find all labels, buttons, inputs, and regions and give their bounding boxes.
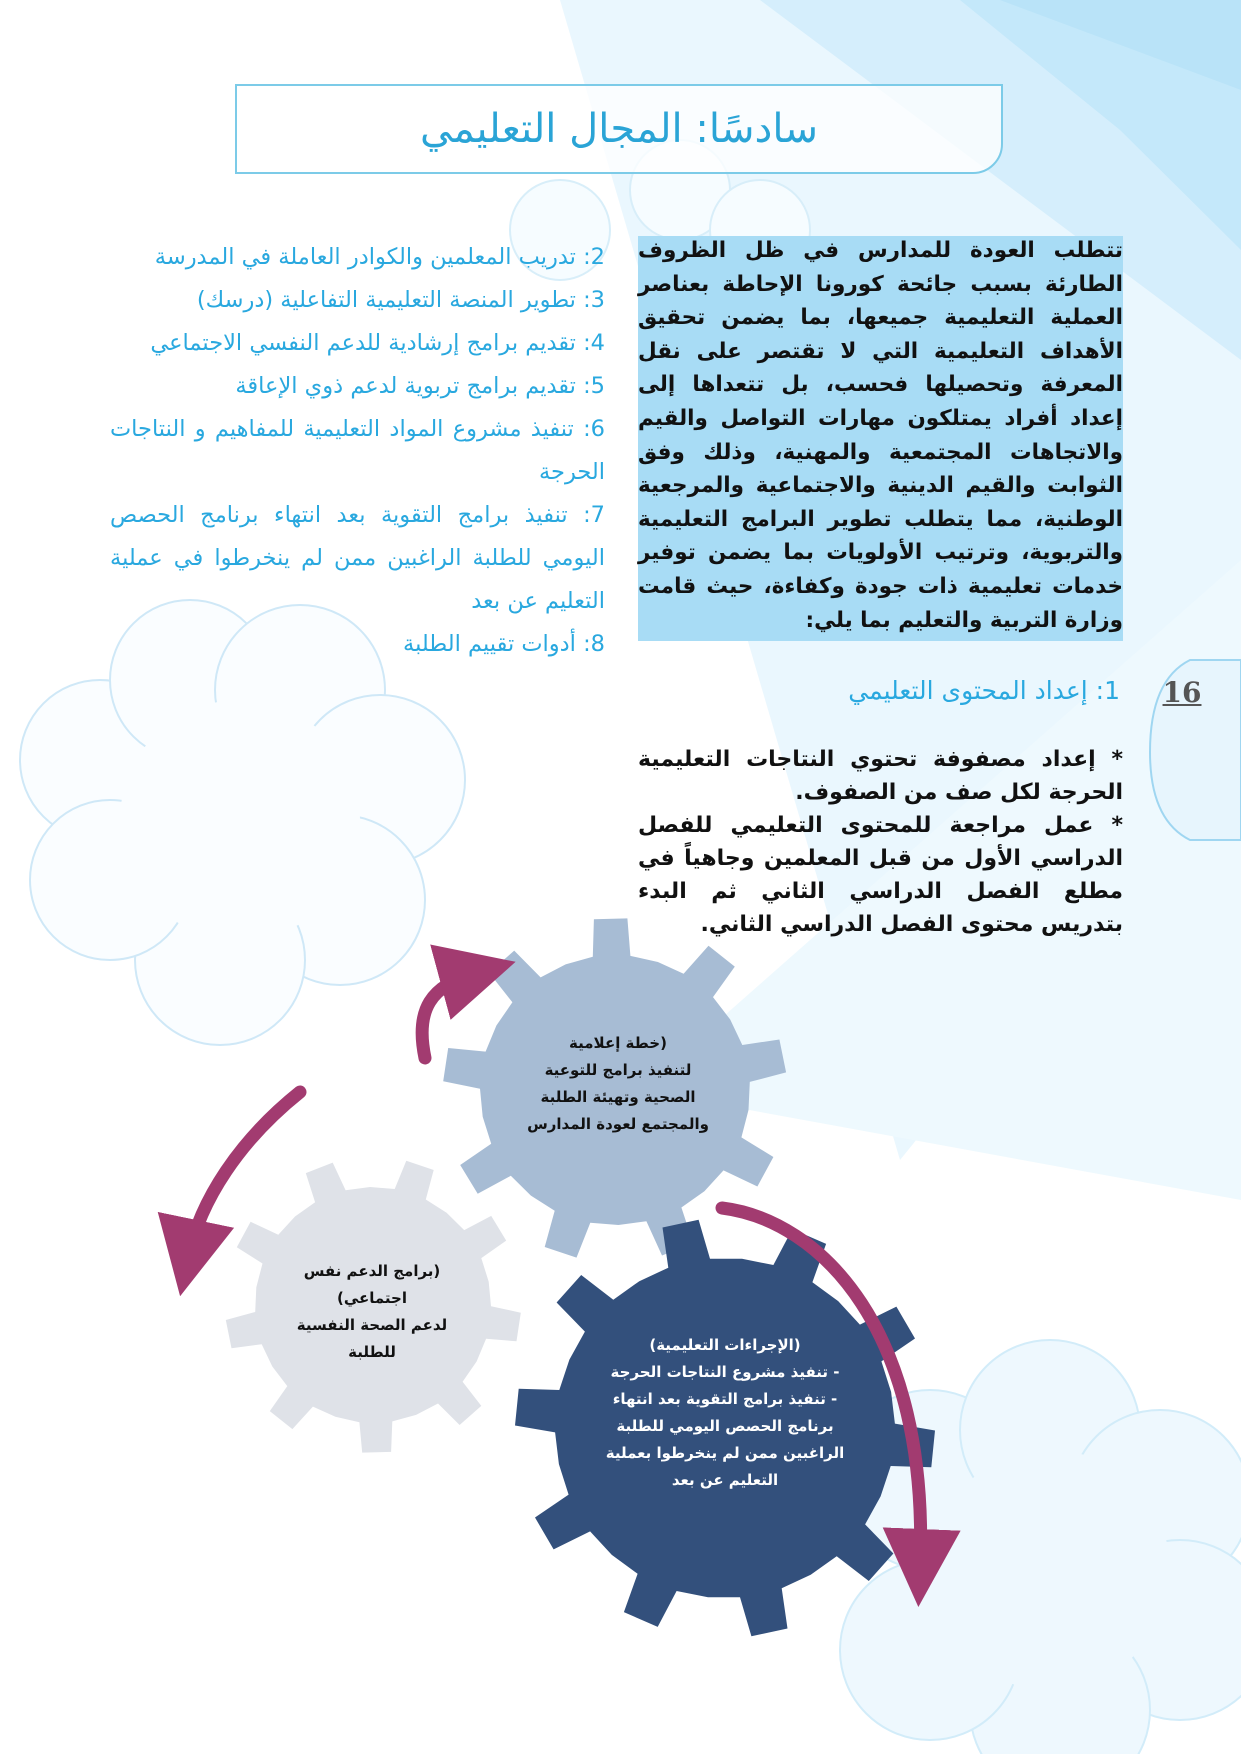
gear-bottom-label: (الإجراءات التعليمية) - تنفيذ مشروع النتاجات الحرجة - تنفيذ برامج التقوية بعد انتهاء برنامج الحصص اليومي للطلبة الراغبين ممن لم ينخرطوا بعملية التعليم عن بعد [605,1336,845,1489]
bullet-item: * إعداد مصفوفة تحتوي النتاجات التعليمية الحرجة لكل صف من الصفوف. [638,747,1123,805]
gear-left-label: (برامج الدعم نفس اجتماعي) لدعم الصحة النفسية للطلبة [296,1262,448,1361]
list-item: 4: تقديم برامج إرشادية للدعم النفسي الاجتماعي [150,330,605,356]
list-item: 8: أدوات تقييم الطلبة [403,631,605,657]
list-item: 2: تدريب المعلمين والكوادر العاملة في المدرسة [154,244,605,270]
list-item: 7: تنفيذ برامج التقوية بعد انتهاء برنامج الحصص اليومي للطلبة الراغبين ممن لم ينخرطوا في عملية التعليم عن بعد [110,502,605,614]
section-heading: 1: إعداد المحتوى التعليمي [848,676,1120,705]
bullet-item: * عمل مراجعة للمحتوى التعليمي للفصل الدراسي الأول من قبل المعلمين وجاهياً في مطلع الفصل الدراسي الثاني ثم البدء بتدريس محتوى الفصل الدراسي الثاني. [638,813,1123,937]
list-item: 6: تنفيذ مشروع المواد التعليمية للمفاهيم و النتاجات الحرجة [110,416,605,485]
page-number: 16 [1162,676,1202,709]
list-item: 5: تقديم برامج تربوية لدعم ذوي الإعاقة [235,373,605,399]
cycle-arrow-top [422,972,478,1058]
list-item: 3: تطوير المنصة التعليمية التفاعلية (درسك) [196,287,605,313]
gear-top-label: (خطة إعلامية لتنفيذ برامج للتوعية الصحية وتهيئة الطلبة والمجتمع لعودة المدارس [527,1034,709,1133]
page-title: سادسًا: المجال التعليمي [419,106,819,152]
intro-paragraph: تتطلب العودة للمدارس في ظل الظروف الطارئة بسبب جائحة كورونا الإحاطة بعناصر العملية التعليمية جميعها، بما يضمن تحقيق الأهداف التعليمية التي لا تقتصر على نقل المعرفة وتحصيلها فحسب، بل تتعداها إلى إعداد أفراد يمتلكون مهارات التواصل والقيم والاتجاهات المجتمعية والمهنية، وذلك وفق الثوابت والقيم الدينية والاجتماعية والمرجعية الوطنية، مما يتطلب تطوير البرامج التعليمية والتربوية، وترتيب الأولويات بما يضمن توفير خدمات تعليمية ذات جودة وكفاءة، حيث قامت وزارة التربية والتعليم بما يلي: [638,238,1123,633]
